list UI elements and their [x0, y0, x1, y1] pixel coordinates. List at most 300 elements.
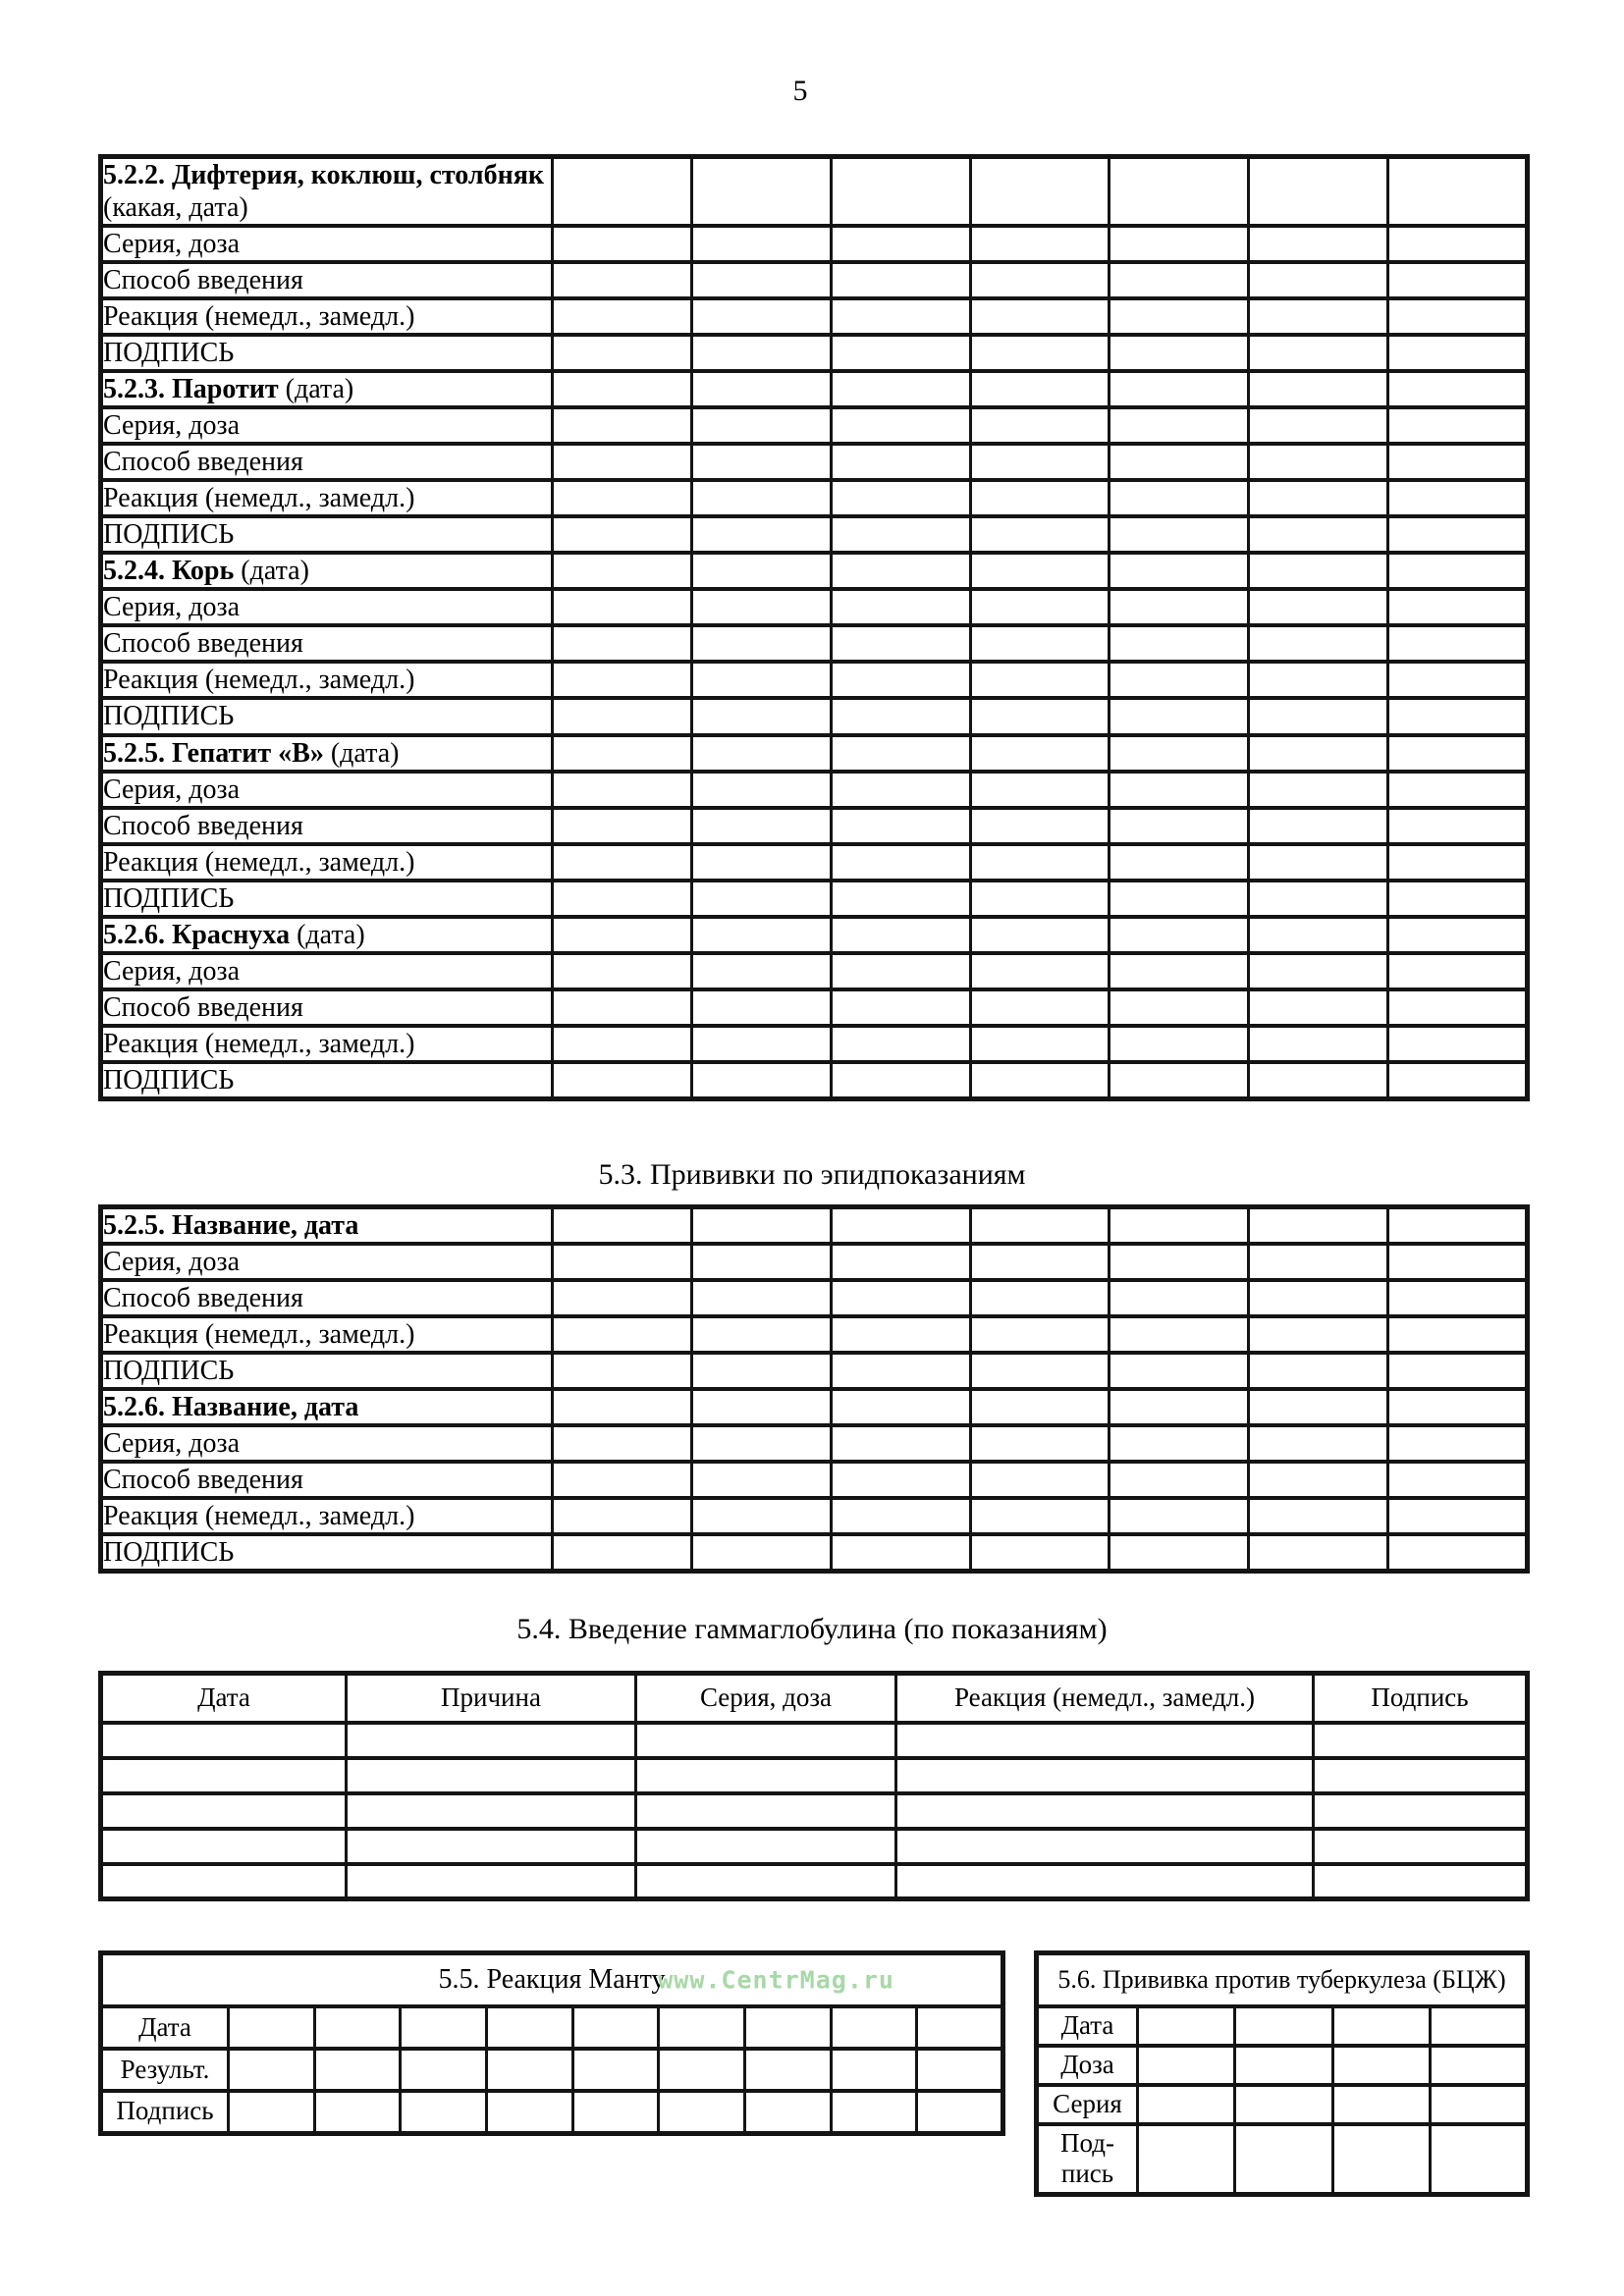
empty-cell [917, 2006, 1003, 2049]
mantoux-title-row [101, 1953, 1003, 2007]
empty-cell [831, 1316, 970, 1353]
empty-cell [1249, 953, 1388, 989]
empty-cell [691, 1244, 831, 1280]
empty-cell [553, 407, 692, 444]
empty-cell [1235, 2124, 1332, 2195]
empty-cell [553, 1062, 692, 1099]
section-number-and-name: 5.2.2. Дифтерия, коклюш, столбняк [103, 160, 545, 190]
field-row [1037, 2085, 1528, 2124]
field-row [101, 589, 1528, 625]
bcg-title-row [1037, 1953, 1528, 2007]
field-row [101, 298, 1528, 335]
empty-cell [1110, 917, 1249, 953]
empty-data-row [101, 1723, 1528, 1758]
empty-cell [553, 553, 692, 589]
row-label-cell: Результ. [101, 2049, 229, 2091]
empty-cell [553, 516, 692, 553]
empty-cell [1388, 989, 1528, 1026]
empty-cell [970, 844, 1110, 881]
empty-cell [1388, 1280, 1528, 1316]
empty-cell [970, 1062, 1110, 1099]
empty-cell [553, 1534, 692, 1572]
row-label-cell: Способ введения [101, 989, 553, 1026]
row-label-cell: ПОДПИСЬ [101, 698, 553, 734]
empty-cell [1249, 1534, 1388, 1572]
section-title-row [101, 157, 1528, 227]
empty-cell [101, 1758, 347, 1793]
empty-cell [1110, 662, 1249, 698]
empty-cell [553, 625, 692, 662]
routine-vaccinations-table [98, 154, 1530, 1101]
empty-cell [229, 2091, 315, 2133]
row-label-cell: Серия [1037, 2085, 1138, 2124]
field-row [101, 808, 1528, 844]
empty-cell [1249, 480, 1388, 516]
section-heading-epid: 5.3. Прививки по эпидпоказаниям [598, 1158, 1026, 1191]
empty-cell [1249, 772, 1388, 808]
empty-cell [553, 1207, 692, 1245]
empty-cell [691, 698, 831, 734]
gamma-globulin-table [98, 1671, 1530, 1901]
empty-cell [970, 1207, 1110, 1245]
empty-cell [553, 1498, 692, 1534]
mantoux-title-cell [101, 1953, 1003, 2007]
empty-cell [1249, 589, 1388, 625]
empty-cell [553, 1026, 692, 1062]
empty-cell [1388, 226, 1528, 262]
section-note: (дата) [323, 737, 400, 769]
empty-cell [691, 1425, 831, 1462]
field-row [101, 1280, 1528, 1316]
empty-cell [1249, 1280, 1388, 1316]
empty-cell [970, 698, 1110, 734]
empty-cell [229, 2049, 315, 2091]
empty-cell [553, 480, 692, 516]
row-label-cell: Реакция (немедл., замедл.) [101, 480, 553, 516]
section-title-cell [101, 1207, 553, 1245]
empty-cell [101, 1723, 347, 1758]
row-label-cell: Реакция (немедл., замедл.) [101, 298, 553, 335]
empty-cell [314, 2006, 401, 2049]
column-header-signature: Подпись [1314, 1674, 1528, 1723]
empty-cell [1388, 953, 1528, 989]
row-label-cell: ПОДПИСЬ [101, 335, 553, 371]
empty-cell [831, 1389, 970, 1425]
empty-cell [1388, 589, 1528, 625]
empty-cell [970, 662, 1110, 698]
empty-cell [1249, 1316, 1388, 1353]
empty-cell [553, 735, 692, 772]
field-row [101, 1244, 1528, 1280]
field-row [101, 1534, 1528, 1572]
row-label-cell: Способ введения [101, 1462, 553, 1498]
row-label-cell: ПОДПИСЬ [101, 881, 553, 917]
row-label-cell: Способ введения [101, 625, 553, 662]
empty-cell [553, 1316, 692, 1353]
empty-cell [691, 1462, 831, 1498]
empty-cell [970, 516, 1110, 553]
empty-cell [970, 157, 1110, 227]
empty-cell [636, 1864, 896, 1899]
empty-cell [917, 2049, 1003, 2091]
empty-cell [553, 953, 692, 989]
empty-data-row [101, 1758, 1528, 1793]
empty-cell [1388, 698, 1528, 734]
row-label-cell: Реакция (немедл., замедл.) [101, 1316, 553, 1353]
empty-cell [636, 1829, 896, 1864]
empty-cell [1110, 1389, 1249, 1425]
empty-cell [1388, 881, 1528, 917]
row-label-cell: Реакция (немедл., замедл.) [101, 1026, 553, 1062]
empty-cell [553, 844, 692, 881]
field-row [101, 953, 1528, 989]
empty-cell [553, 772, 692, 808]
column-header-series: Серия, доза [636, 1674, 896, 1723]
field-row [101, 625, 1528, 662]
field-row [101, 226, 1528, 262]
empty-cell [831, 698, 970, 734]
section-title-cell [101, 371, 553, 407]
empty-cell [1110, 881, 1249, 917]
empty-cell [831, 444, 970, 480]
empty-cell [1249, 157, 1388, 227]
empty-cell [831, 262, 970, 298]
field-row [101, 1353, 1528, 1389]
empty-cell [831, 735, 970, 772]
field-row [101, 772, 1528, 808]
empty-cell [1110, 157, 1249, 227]
empty-cell [970, 1389, 1110, 1425]
empty-cell [970, 1353, 1110, 1389]
row-label-cell: ПОДПИСЬ [101, 1353, 553, 1389]
empty-cell [691, 1062, 831, 1099]
row-label-cell: Серия, доза [101, 1244, 553, 1280]
row-label-cell: Серия, доза [101, 226, 553, 262]
empty-cell [1388, 553, 1528, 589]
empty-cell [896, 1723, 1314, 1758]
empty-cell [970, 625, 1110, 662]
section-title-cell [101, 917, 553, 953]
empty-cell [831, 662, 970, 698]
empty-cell [553, 589, 692, 625]
field-row [101, 662, 1528, 698]
empty-cell [486, 2006, 572, 2049]
mantoux-title: 5.5. Реакция Манту [438, 1964, 666, 1995]
empty-cell [691, 516, 831, 553]
empty-cell [1430, 2124, 1527, 2195]
empty-cell [1388, 808, 1528, 844]
row-label-cell: ПОДПИСЬ [101, 516, 553, 553]
empty-cell [691, 844, 831, 881]
empty-cell [1388, 1316, 1528, 1353]
section-title-row [101, 553, 1528, 589]
empty-cell [1314, 1723, 1528, 1758]
empty-cell [1388, 157, 1528, 227]
empty-cell [1110, 1207, 1249, 1245]
empty-cell [831, 553, 970, 589]
empty-cell [401, 2049, 487, 2091]
empty-cell [691, 298, 831, 335]
empty-cell [1110, 480, 1249, 516]
empty-cell [659, 2049, 745, 2091]
row-label-cell: ПОДПИСЬ [101, 1062, 553, 1099]
column-header-reason: Причина [347, 1674, 636, 1723]
empty-cell [831, 2049, 917, 2091]
empty-cell [1249, 335, 1388, 371]
empty-cell [636, 1723, 896, 1758]
empty-cell [691, 335, 831, 371]
empty-cell [831, 1280, 970, 1316]
empty-cell [1110, 407, 1249, 444]
empty-cell [831, 1062, 970, 1099]
empty-cell [1110, 298, 1249, 335]
empty-cell [691, 881, 831, 917]
empty-cell [1110, 989, 1249, 1026]
empty-cell [691, 808, 831, 844]
empty-cell [831, 1026, 970, 1062]
empty-cell [401, 2006, 487, 2049]
section-title-cell [101, 553, 553, 589]
empty-cell [101, 1864, 347, 1899]
row-label-cell: Под- пись [1037, 2124, 1138, 2195]
column-header-reaction: Реакция (немедл., замедл.) [896, 1674, 1314, 1723]
field-row [101, 989, 1528, 1026]
empty-cell [744, 2049, 831, 2091]
empty-cell [553, 444, 692, 480]
empty-cell [831, 226, 970, 262]
empty-cell [1249, 881, 1388, 917]
field-row [101, 698, 1528, 734]
empty-cell [553, 989, 692, 1026]
row-label-cell: Способ введения [101, 444, 553, 480]
empty-cell [970, 335, 1110, 371]
section-title-row [101, 1207, 1528, 1245]
field-row [101, 1462, 1528, 1498]
empty-cell [970, 1498, 1110, 1534]
empty-cell [691, 371, 831, 407]
row-label-cell: Способ введения [101, 1280, 553, 1316]
epid-vaccinations-table [98, 1204, 1530, 1574]
row-label-cell: Способ введения [101, 262, 553, 298]
empty-cell [831, 589, 970, 625]
section-title-row [101, 917, 1528, 953]
empty-cell [691, 625, 831, 662]
empty-cell [691, 917, 831, 953]
empty-cell [1110, 444, 1249, 480]
empty-cell [691, 953, 831, 989]
empty-cell [553, 698, 692, 734]
empty-cell [1110, 1026, 1249, 1062]
bcg-table [1034, 1950, 1530, 2197]
empty-cell [970, 262, 1110, 298]
field-row [101, 1026, 1528, 1062]
empty-cell [831, 1244, 970, 1280]
empty-cell [691, 1207, 831, 1245]
empty-cell [1249, 1498, 1388, 1534]
row-label-cell: Дата [101, 2006, 229, 2049]
empty-cell [691, 1534, 831, 1572]
empty-cell [831, 1353, 970, 1389]
empty-cell [1249, 662, 1388, 698]
empty-cell [659, 2091, 745, 2133]
row-label-cell: Серия, доза [101, 589, 553, 625]
empty-cell [347, 1829, 636, 1864]
empty-data-row [101, 1829, 1528, 1864]
empty-cell [691, 772, 831, 808]
empty-cell [1388, 480, 1528, 516]
empty-cell [1110, 844, 1249, 881]
empty-cell [1235, 2046, 1332, 2085]
bcg-title: 5.6. Прививка против туберкулеза (БЦЖ) [1037, 1953, 1528, 2007]
empty-cell [1110, 1534, 1249, 1572]
empty-cell [1249, 444, 1388, 480]
empty-cell [1249, 1462, 1388, 1498]
empty-cell [1235, 2006, 1332, 2046]
empty-cell [553, 371, 692, 407]
empty-cell [831, 516, 970, 553]
empty-cell [831, 2091, 917, 2133]
centrmag-watermark: www.CentrMag.ru [658, 1965, 894, 1995]
empty-cell [1138, 2085, 1235, 2124]
empty-cell [1110, 589, 1249, 625]
row-label-cell: Серия, доза [101, 1425, 553, 1462]
empty-cell [1249, 516, 1388, 553]
row-label-cell: Серия, доза [101, 772, 553, 808]
section-note: (дата) [278, 374, 354, 405]
empty-cell [572, 2049, 659, 2091]
empty-cell [347, 1758, 636, 1793]
section-number-and-name: 5.2.4. Корь [103, 556, 235, 587]
empty-cell [1110, 735, 1249, 772]
column-header-date: Дата [101, 1674, 347, 1723]
section-note: (какая, дата) [103, 192, 248, 224]
empty-cell [1110, 698, 1249, 734]
empty-cell [1388, 1244, 1528, 1280]
empty-cell [347, 1864, 636, 1899]
row-label-cell: Способ введения [101, 808, 553, 844]
empty-cell [553, 1244, 692, 1280]
empty-cell [1430, 2046, 1527, 2085]
empty-cell [553, 298, 692, 335]
empty-cell [831, 881, 970, 917]
field-row [1037, 2006, 1528, 2046]
section-number-and-name: 5.2.6. Название, дата [103, 1392, 359, 1423]
empty-cell [970, 1026, 1110, 1062]
empty-cell [101, 1793, 347, 1829]
empty-cell [970, 989, 1110, 1026]
empty-cell [831, 844, 970, 881]
empty-cell [1110, 262, 1249, 298]
empty-cell [970, 553, 1110, 589]
field-row [101, 335, 1528, 371]
field-row [101, 844, 1528, 881]
empty-cell [1388, 1026, 1528, 1062]
empty-cell [486, 2049, 572, 2091]
empty-cell [970, 953, 1110, 989]
row-label-cell: Реакция (немедл., замедл.) [101, 844, 553, 881]
empty-cell [1249, 844, 1388, 881]
empty-cell [1430, 2006, 1527, 2046]
page-number: 5 [792, 75, 808, 107]
field-row [101, 1425, 1528, 1462]
empty-cell [970, 1316, 1110, 1353]
empty-cell [970, 1425, 1110, 1462]
empty-cell [1388, 335, 1528, 371]
field-row [101, 2091, 1003, 2133]
empty-cell [1388, 844, 1528, 881]
empty-cell [553, 881, 692, 917]
empty-cell [1332, 2085, 1430, 2124]
empty-cell [970, 1534, 1110, 1572]
section-title-cell [101, 1389, 553, 1425]
empty-cell [1249, 1026, 1388, 1062]
empty-cell [691, 989, 831, 1026]
empty-cell [572, 2091, 659, 2133]
empty-cell [347, 1793, 636, 1829]
empty-cell [1249, 1062, 1388, 1099]
empty-cell [831, 1425, 970, 1462]
empty-cell [970, 226, 1110, 262]
field-row [101, 1062, 1528, 1099]
empty-cell [744, 2006, 831, 2049]
empty-cell [1388, 516, 1528, 553]
empty-data-row [101, 1793, 1528, 1829]
empty-cell [553, 1353, 692, 1389]
row-label-cell: Реакция (немедл., замедл.) [101, 662, 553, 698]
empty-cell [831, 157, 970, 227]
field-row [101, 407, 1528, 444]
empty-cell [1314, 1829, 1528, 1864]
section-title-cell [101, 735, 553, 772]
empty-cell [1314, 1793, 1528, 1829]
row-label-cell: ПОДПИСЬ [101, 1534, 553, 1572]
empty-cell [1110, 1244, 1249, 1280]
empty-cell [1110, 1280, 1249, 1316]
empty-cell [691, 735, 831, 772]
field-row [101, 262, 1528, 298]
empty-cell [831, 480, 970, 516]
empty-cell [1249, 1353, 1388, 1389]
empty-cell [1430, 2085, 1527, 2124]
empty-cell [1249, 553, 1388, 589]
field-row [101, 480, 1528, 516]
empty-cell [553, 1425, 692, 1462]
empty-cell [1249, 298, 1388, 335]
empty-cell [831, 1534, 970, 1572]
empty-cell [970, 1462, 1110, 1498]
empty-cell [691, 553, 831, 589]
field-row [101, 1498, 1528, 1534]
empty-cell [553, 262, 692, 298]
empty-cell [1332, 2006, 1430, 2046]
empty-cell [553, 335, 692, 371]
section-title-row [101, 735, 1528, 772]
empty-cell [1249, 698, 1388, 734]
column-header-row [101, 1674, 1528, 1723]
empty-cell [691, 262, 831, 298]
empty-cell [831, 407, 970, 444]
empty-cell [553, 917, 692, 953]
empty-cell [831, 1207, 970, 1245]
row-label-cell: Доза [1037, 2046, 1138, 2085]
mantoux-table [98, 1950, 1005, 2136]
section-number-and-name: 5.2.5. Название, дата [103, 1210, 359, 1241]
empty-cell [1388, 1498, 1528, 1534]
field-row [101, 881, 1528, 917]
section-note: (дата) [234, 556, 309, 587]
empty-cell [229, 2006, 315, 2049]
empty-cell [1110, 516, 1249, 553]
